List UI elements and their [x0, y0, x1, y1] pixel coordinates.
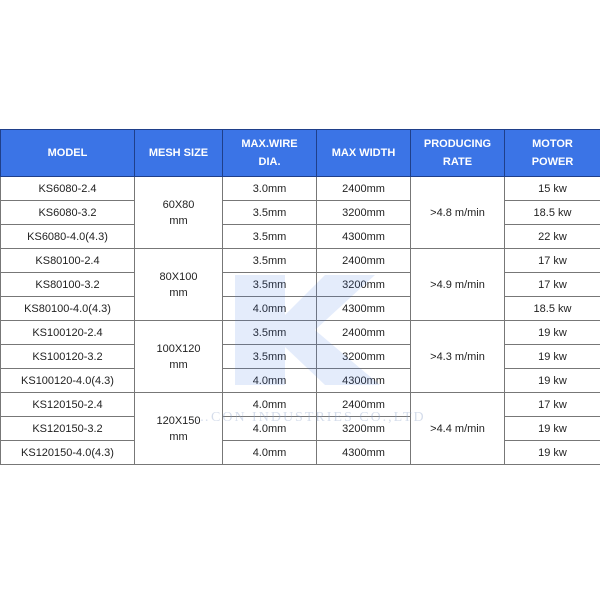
- table-row: [1, 393, 600, 417]
- table-row: [1, 297, 600, 321]
- cell-max-wire: 3.5mm: [223, 273, 317, 297]
- cell-motor-power: 17 kw: [505, 273, 600, 297]
- cell-motor-power: 19 kw: [505, 321, 600, 345]
- table-row: [1, 369, 600, 393]
- mesh-size-unit: mm: [169, 430, 188, 443]
- cell-max-width: 2400mm: [317, 393, 411, 417]
- header-max-width: [317, 130, 411, 177]
- cell-motor-power: 17 kw: [505, 393, 600, 417]
- header-motor-power: [505, 130, 600, 177]
- cell-max-wire: 3.5mm: [223, 321, 317, 345]
- cell-model: KS100120-2.4: [1, 321, 135, 345]
- table-row: [1, 249, 600, 273]
- spec-table-body: [1, 177, 600, 465]
- cell-model: KS120150-2.4: [1, 393, 135, 417]
- cell-max-wire: 4.0mm: [223, 297, 317, 321]
- cell-max-width: 3200mm: [317, 345, 411, 369]
- cell-model: KS80100-4.0(4.3): [1, 297, 135, 321]
- cell-motor-power: 18.5 kw: [505, 297, 600, 321]
- cell-producing-rate: >4.8 m/min: [411, 177, 505, 249]
- table-row: [1, 177, 600, 201]
- header-max-width-label: MAX WIDTH: [331, 147, 396, 159]
- header-max-wire-dia: [223, 130, 317, 177]
- cell-max-width: 4300mm: [317, 369, 411, 393]
- header-row: [1, 130, 600, 177]
- cell-motor-power: 22 kw: [505, 225, 600, 249]
- cell-max-wire: 3.5mm: [223, 249, 317, 273]
- header-max-wire-line1: MAX.WIRE: [241, 138, 298, 150]
- cell-max-width: 3200mm: [317, 417, 411, 441]
- header-model: [1, 130, 135, 177]
- header-motor-power-line2: POWER: [531, 156, 574, 168]
- cell-max-wire: 4.0mm: [223, 369, 317, 393]
- cell-producing-rate: >4.4 m/min: [411, 393, 505, 465]
- cell-max-width: 3200mm: [317, 201, 411, 225]
- cell-mesh-size: [135, 393, 223, 465]
- table-row: [1, 273, 600, 297]
- mesh-size-unit: mm: [169, 286, 188, 299]
- cell-model: KS100120-4.0(4.3): [1, 369, 135, 393]
- cell-max-wire: 3.0mm: [223, 177, 317, 201]
- header-model-label: MODEL: [47, 147, 88, 159]
- cell-model: KS80100-2.4: [1, 249, 135, 273]
- header-mesh-size: [135, 130, 223, 177]
- cell-max-wire: 4.0mm: [223, 417, 317, 441]
- cell-motor-power: 18.5 kw: [505, 201, 600, 225]
- header-max-wire-line2: DIA.: [258, 156, 281, 168]
- cell-max-width: 4300mm: [317, 225, 411, 249]
- cell-model: KS6080-2.4: [1, 177, 135, 201]
- cell-max-wire: 4.0mm: [223, 393, 317, 417]
- table-row: [1, 201, 600, 225]
- mesh-size-value: 100X120: [156, 342, 201, 355]
- cell-motor-power: 17 kw: [505, 249, 600, 273]
- cell-producing-rate: >4.9 m/min: [411, 249, 505, 321]
- watermark-text: …CON INDUSTRIES CO.,LTD: [195, 410, 426, 425]
- cell-model: KS100120-3.2: [1, 345, 135, 369]
- header-producing-rate-line2: RATE: [442, 156, 473, 168]
- table-row: [1, 225, 600, 249]
- table-row: [1, 345, 600, 369]
- spec-table-header: [1, 130, 600, 177]
- table-row: [1, 441, 600, 465]
- cell-motor-power: 19 kw: [505, 345, 600, 369]
- spec-table: [0, 129, 600, 465]
- spec-table-container: [0, 129, 600, 465]
- mesh-size-value: 60X80: [162, 198, 195, 211]
- mesh-size-unit: mm: [169, 358, 188, 371]
- cell-max-wire: 3.5mm: [223, 225, 317, 249]
- header-producing-rate: [411, 130, 505, 177]
- cell-model: KS6080-4.0(4.3): [1, 225, 135, 249]
- cell-max-wire: 3.5mm: [223, 201, 317, 225]
- cell-mesh-size: [135, 249, 223, 321]
- cell-motor-power: 19 kw: [505, 441, 600, 465]
- cell-max-width: 2400mm: [317, 249, 411, 273]
- header-motor-power-line1: MOTOR: [532, 138, 573, 150]
- cell-max-width: 3200mm: [317, 273, 411, 297]
- cell-model: KS6080-3.2: [1, 201, 135, 225]
- cell-model: KS120150-3.2: [1, 417, 135, 441]
- cell-max-width: 2400mm: [317, 321, 411, 345]
- cell-max-width: 4300mm: [317, 297, 411, 321]
- table-row: [1, 417, 600, 441]
- cell-max-wire: 4.0mm: [223, 441, 317, 465]
- cell-motor-power: 15 kw: [505, 177, 600, 201]
- cell-model: KS80100-3.2: [1, 273, 135, 297]
- header-producing-rate-line1: PRODUCING: [423, 138, 492, 150]
- cell-max-width: 2400mm: [317, 177, 411, 201]
- cell-motor-power: 19 kw: [505, 417, 600, 441]
- mesh-size-value: 80X100: [159, 270, 198, 283]
- mesh-size-value: 120X150: [156, 414, 201, 427]
- cell-mesh-size: [135, 321, 223, 393]
- cell-motor-power: 19 kw: [505, 369, 600, 393]
- cell-mesh-size: [135, 177, 223, 249]
- mesh-size-unit: mm: [169, 214, 188, 227]
- cell-model: KS120150-4.0(4.3): [1, 441, 135, 465]
- cell-max-wire: 3.5mm: [223, 345, 317, 369]
- cell-producing-rate: >4.3 m/min: [411, 321, 505, 393]
- header-mesh-size-label: MESH SIZE: [148, 147, 209, 159]
- table-row: [1, 321, 600, 345]
- cell-max-width: 4300mm: [317, 441, 411, 465]
